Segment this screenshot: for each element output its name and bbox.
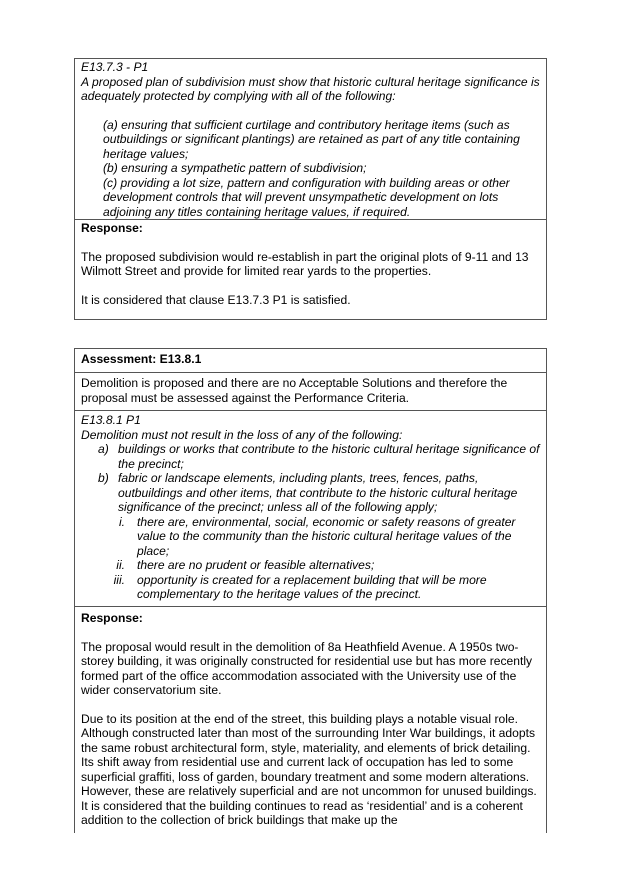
criteria-item-c: (c) providing a lot size, pattern and configuration with building areas or other development controls that will prevent unsympathetic development on lots adjoining any titles containing heritage values, if required. bbox=[103, 175, 510, 219]
criteria-subitem-i bbox=[81, 515, 540, 559]
subitem-text: there are no prudent or feasible alternatives; bbox=[137, 558, 375, 572]
subitem-label: i. bbox=[118, 514, 125, 529]
criteria-item-b: (b) ensuring a sympathetic pattern of subdivision; bbox=[103, 161, 367, 175]
clause-e13-7-3-table bbox=[74, 58, 547, 320]
item-label: a) bbox=[98, 442, 109, 456]
item-text: fabric or landscape elements, including plants, trees, fences, paths, outbuildings and other items, that contribute to the historic cultural heritage significance of the precinct; unless all of the following apply; bbox=[118, 471, 518, 514]
criteria-cell bbox=[75, 410, 546, 606]
response-label: Response: bbox=[81, 221, 143, 235]
clause-reference: E13.8.1 P1 bbox=[81, 413, 141, 427]
assessment-e13-8-1-table bbox=[74, 348, 547, 833]
clause-intro: Demolition must not result in the loss of any of the following: bbox=[81, 427, 403, 442]
criteria-subitem-iii bbox=[81, 573, 540, 602]
response-label: Response: bbox=[81, 611, 143, 625]
assessment-heading-cell bbox=[75, 349, 546, 372]
response-paragraph: It is considered that clause E13.7.3 P1 is satisfied. bbox=[81, 292, 351, 307]
clause-intro: A proposed plan of subdivision must show that historic cultural heritage significance is adequately protected by complying with all of the following: bbox=[81, 74, 540, 103]
subitem-text: there are, environmental, social, economic or safety reasons of greater value to the community than the historic cultural heritage values of the place; bbox=[137, 514, 516, 558]
item-text: buildings or works that contribute to the historic cultural heritage significance of the precinct; bbox=[118, 442, 540, 471]
criteria-cell bbox=[75, 59, 546, 219]
response-paragraph: The proposal would result in the demolition of 8a Heathfield Avenue. A 1950s two-storey building, it was originally constructed for residential use but has more recently formed part of the office accommodation associated with the University use of the wider conservatorium site. bbox=[81, 639, 533, 697]
subitem-text: opportunity is created for a replacement building that will be more complementary to the heritage values of the precinct. bbox=[137, 572, 487, 601]
assessment-heading: Assessment: E13.8.1 bbox=[81, 352, 202, 366]
item-label: b) bbox=[98, 471, 109, 485]
assessment-text: Demolition is proposed and there are no Acceptable Solutions and therefore the proposal must be assessed against the Performance Criteria. bbox=[81, 376, 508, 405]
response-paragraph: Due to its position at the end of the street, this building plays a notable visual role. Although constructed later than most of the surrounding Inter War buildings, it adopts the same robust architectural form, style, materiality, and elements of brick detailing. Its shift away from residential use and current lack of occupation has led to some superficial graffiti, loss of garden, boundary treatment and some modern alterations. However, these are relatively superficial and are not uncommon for unused buildings. It is considered that the building continues to read as ‘residential’ and is a coherent addition to the collection of brick buildings that make up the bbox=[81, 711, 537, 827]
subitem-label: ii. bbox=[116, 558, 125, 572]
criteria-item-a: (a) ensuring that sufficient curtilage and contributory heritage items (such as outbuildings or significant plantings) are retained as part of any title containing heritage values; bbox=[103, 117, 520, 161]
criteria-item-a bbox=[81, 442, 540, 471]
response-cell bbox=[75, 606, 546, 832]
assessment-text-cell bbox=[75, 372, 546, 410]
response-paragraph: The proposed subdivision would re-establish in part the original plots of 9-11 and 13 Wilmott Street and provide for limited rear yards to the properties. bbox=[81, 249, 529, 278]
criteria-subitem-ii bbox=[81, 558, 540, 573]
criteria-item-b bbox=[81, 471, 540, 515]
clause-reference: E13.7.3 - P1 bbox=[81, 60, 149, 74]
subitem-label: iii. bbox=[113, 572, 125, 587]
response-cell bbox=[75, 219, 546, 311]
